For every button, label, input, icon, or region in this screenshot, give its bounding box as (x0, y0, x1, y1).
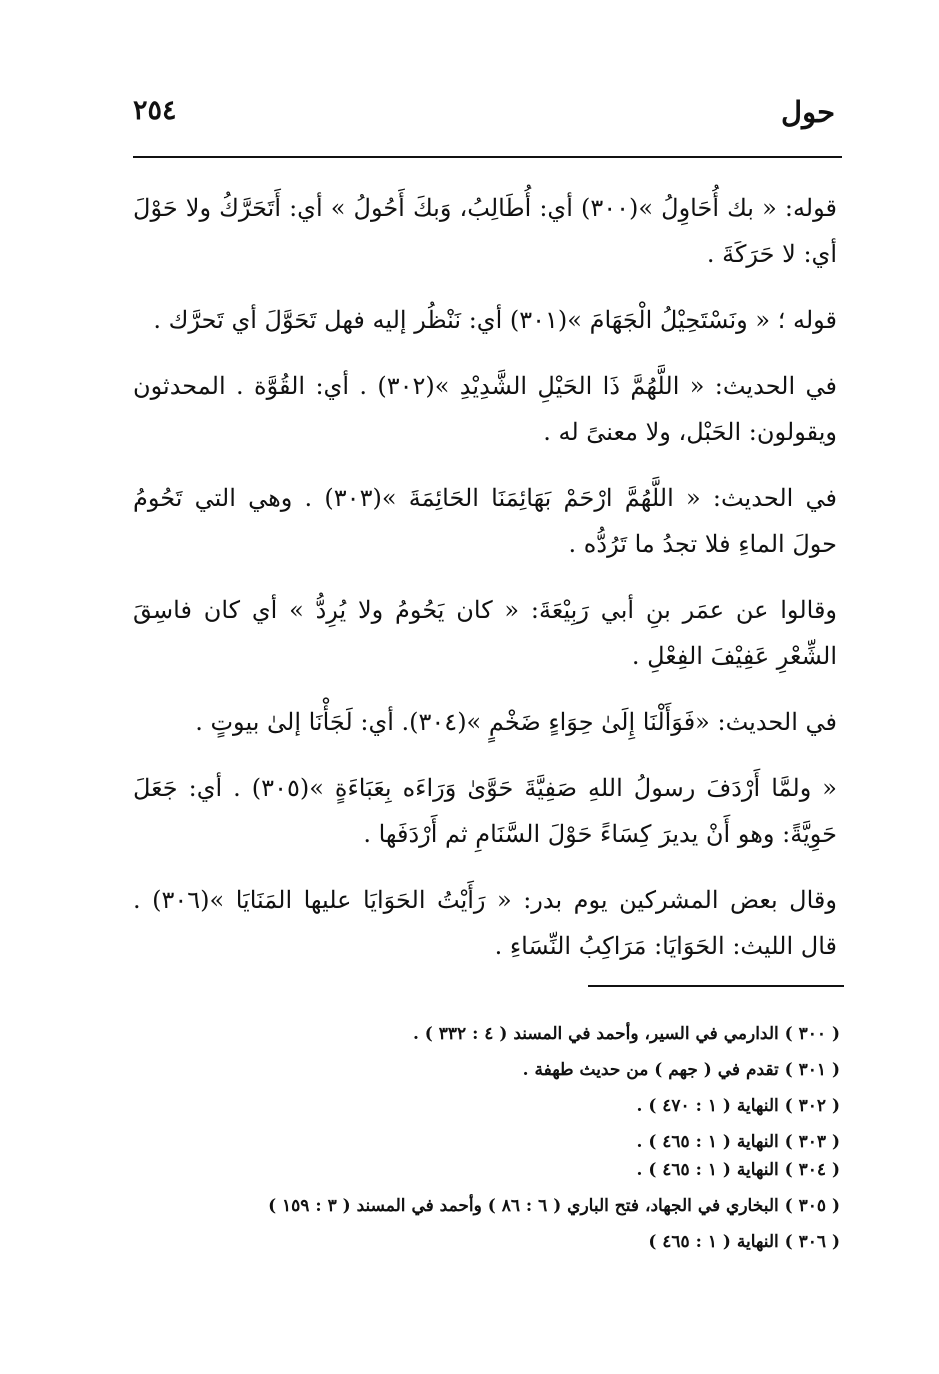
footnote: ( ٣٠٢ ) النهاية ( ١ : ٤٧٠ ) . (636, 1096, 840, 1116)
paragraph: في الحديث: « اللَّهُمَّ ارْحَمْ بَهَائِمَنَا الحَائِمَةَ »(٣٠٣) . وهي التي تَحُومُ حولَ الماءِ فلا تجدُ ما تَرُدُّه . (133, 484, 837, 558)
footnote: ( ٣٠٣ ) النهاية ( ١ : ٤٦٥ ) . (636, 1132, 840, 1152)
paragraph: في الحديث: « اللَّهُمَّ ذَا الحَيْلِ الشَّدِيْدِ »(٣٠٢) . أي: القُوَّة . المحدثون ويقولون: الحَبْل، ولا معنىً له . (133, 372, 838, 446)
footnote: ( ٣٠٦ ) النهاية ( ١ : ٤٦٥ ) (648, 1232, 840, 1252)
footnotes (200, 1022, 840, 1255)
paragraph: قوله ؛ « ونَسْتَحِيْلُ الْجَهَامَ »(٣٠١) أي: نَنْظُر إليه فهل تَحَوَّلَ أي تَحرَّك . (153, 306, 837, 334)
paragraph: في الحديث: «فَوَأَلْنَا إِلَىٰ حِوَاءٍ ضَخْمٍ »(٣٠٤). أي: لَجَأْنَا إلىٰ بيوتٍ . (195, 708, 837, 736)
footnote: ( ٣٠٥ ) البخاري في الجهاد، فتح الباري ( ٦ : ٨٦ ) وأحمد في المسند ( ٣ : ١٥٩ ) (268, 1196, 840, 1216)
header-divider (133, 156, 842, 158)
paragraph: وقال بعض المشركين يوم بدر: « رَأَيْتُ الحَوَايَا عليها المَنَايَا »(٣٠٦) . قال الليث: الحَوَايَا: مَرَاكِبُ النِّسَاءِ . (133, 886, 837, 960)
footnote: ( ٣٠١ ) تقدم في ( جهم ) من حديث طهفة . (522, 1060, 840, 1080)
footnote: ( ٣٠٤ ) النهاية ( ١ : ٤٦٥ ) . (636, 1160, 840, 1180)
paragraph: وقالوا عن عمَر بنِ أبي رَبِيْعَةَ: « كان يَحُومُ ولا يُرِدُّ » أي كان فاسِقَ الشِّعْرِ عَفِيْفَ الفِعْلِ . (133, 596, 837, 670)
footnote-divider (588, 985, 844, 987)
entry-body (133, 185, 837, 989)
footnote: ( ٣٠٠ ) الدارمي في السير، وأحمد في المسند ( ٤ : ٣٣٢ ) . (412, 1024, 840, 1044)
entry-word-heading: حول (781, 95, 835, 129)
paragraph: « ولمَّا أَرْدَفَ رسولُ اللهِ صَفِيَّةَ حَوَّىٰ وَرَاءَه بِعَبَاءَةٍ »(٣٠٥) . أي: جَعَلَ حَوِيَّةً: وهو أَنْ يديرَ كِسَاءً حَوْلَ السَّنَامِ ثم أَرْدَفَها . (133, 774, 837, 848)
paragraph: قوله: « بك أُحَاوِلُ »(٣٠٠) أي: أُطَالِبُ، وَبكَ أَحُولُ » أي: أَتَحَرَّكُ ولا حَوْلَ أي: لا حَرَكَةَ . (133, 194, 837, 268)
page-header (133, 95, 835, 145)
page-number: ٢٥٤ (133, 95, 177, 126)
